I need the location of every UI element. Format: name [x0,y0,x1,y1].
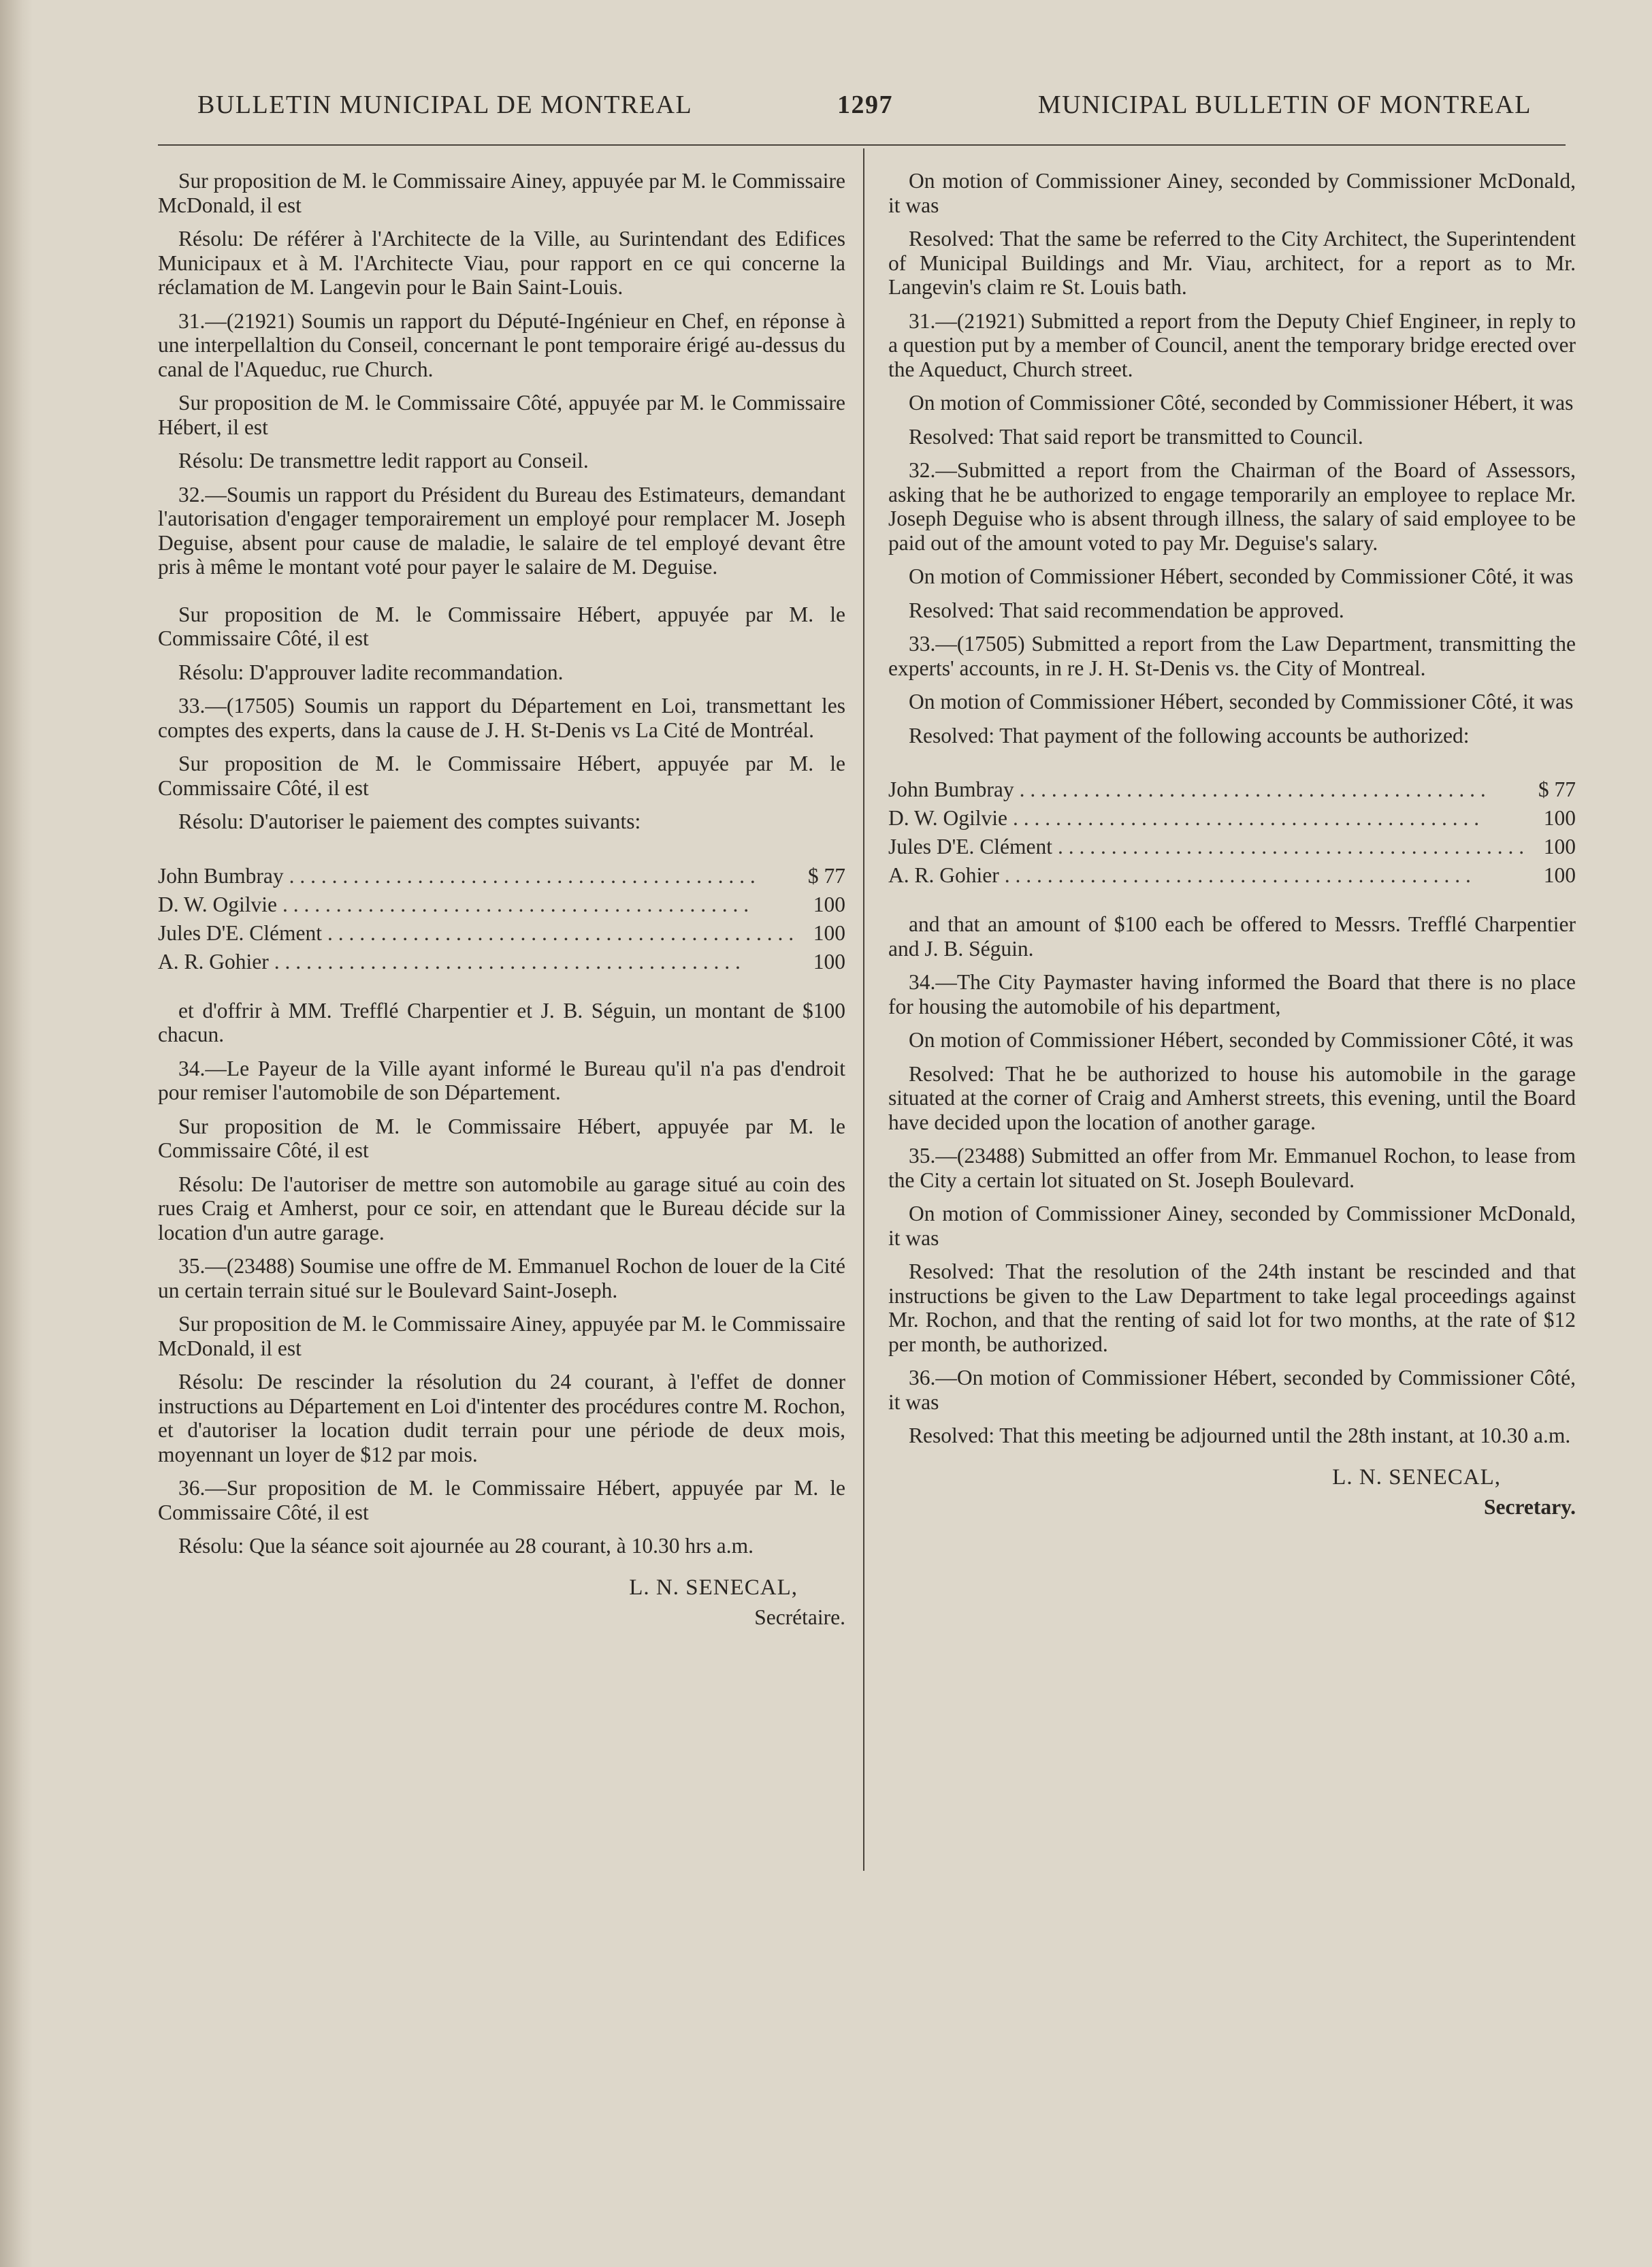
signature-title: Secretary. [1484,1495,1576,1519]
fr-paragraph: Résolu: D'approuver ladite recommandation. [178,660,564,684]
page-binding-edge [0,0,33,2267]
en-paragraph: Resolved: That the same be referred to the City Architect, the Superintendent of Municipal Buildings and Mr. Viau, architect, for a report as to Mr. Langevin's claim re St. Louis bath. [888,227,1576,299]
header-english-title: MUNICIPAL BULLETIN OF MONTREAL [1037,91,1532,119]
account-row: D. W. Ogilvie . . . . . . . . . . . . . . . . . . . . . . . . . . . . . . . . . . . . . . . . . . . . 100 [888,806,1576,830]
account-name: A. R. Gohier [888,863,999,887]
account-name: A. R. Gohier [158,949,269,974]
en-paragraph: 31.—(21921) Submitted a report from the Deputy Chief Engineer, in reply to a question put by a member of Council, anent the temporary bridge erected over the Aqueduct, Church street. [888,308,1576,381]
account-name: D. W. Ogilvie [158,892,278,916]
signature-name: L. N. SENECAL, [629,1575,798,1600]
fr-paragraph: 31.—(21921) Soumis un rapport du Député-Ingénieur en Chef, en réponse à une interpellaltion du Conseil, concernant le pont temporaire érigé au-dessus du canal de l'Aqueduc, rue Church. [158,308,845,381]
account-amount: $ 77 [807,863,845,888]
fr-paragraph: 32.—Soumis un rapport du Président du Bureau des Estimateurs, demandant l'autorisation d'engager temporairement un employé pour remplacer M. Joseph Deguise, absent pour cause de maladie, le salaire de tel employé devant être pris à même le montant voté pour payer le salaire de M. Deguise. [158,482,845,579]
account-name: Jules D'E. Clément [158,920,323,945]
english-column [888,169,1576,1520]
fr-paragraph: 35.—(23488) Soumise une offre de M. Emmanuel Rochon de louer de la Cité un certain terrain situé sur le Boulevard Saint-Joseph. [158,1254,845,1302]
fr-paragraph: Sur proposition de M. le Commissaire Ainey, appuyée par M. le Commissaire McDonald, il est [158,1312,845,1360]
en-signature [888,1466,1576,1520]
column-divider [863,148,864,1871]
en-paragraph: On motion of Commissioner Hébert, seconded by Commissioner Côté, it was [909,1028,1574,1052]
account-amount: 100 [1543,863,1576,887]
fr-paragraph: 33.—(17505) Soumis un rapport du Département en Loi, transmettant les comptes des experts, dans la cause de J. H. St-Denis vs La Cité de Montréal. [158,694,845,742]
header-french-title: BULLETIN MUNICIPAL DE MONTREAL [197,91,693,119]
fr-paragraph: Sur proposition de M. le Commissaire Ainey, appuyée par M. le Commissaire McDonald, il est [158,169,845,217]
page-number: 1297 [837,91,893,119]
en-paragraph: On motion of Commissioner Hébert, seconded by Commissioner Côté, it was [909,564,1574,588]
fr-paragraph: Résolu: Que la séance soit ajournée au 28 courant, à 10.30 hrs a.m. [178,1534,754,1558]
en-paragraph: Resolved: That the resolution of the 24th instant be rescinded and that instructions be given to the Law Department to take legal proceedings against Mr. Rochon, and that the renting of said lot for two months, at the rate of $12 per month, be authorized. [888,1259,1576,1356]
fr-paragraph: Résolu: De transmettre ledit rapport au Conseil. [178,449,589,472]
account-name: D. W. Ogilvie [888,806,1008,830]
en-paragraph: 33.—(17505) Submitted a report from the Law Department, transmitting the experts' accounts, in re J. H. St-Denis vs. the City of Montreal. [888,632,1576,680]
en-paragraph: Resolved: That said report be transmitted to Council. [909,424,1363,449]
fr-paragraph: et d'offrir à MM. Trefflé Charpentier et J. B. Séguin, un montant de $100 chacun. [158,998,845,1046]
account-row: A. R. Gohier . . . . . . . . . . . . . . . . . . . . . . . . . . . . . . . . . . . . . . . . . . . . 100 [158,949,845,974]
french-column [158,169,845,1630]
fr-paragraph: Résolu: De référer à l'Architecte de la Ville, au Surintendant des Edifices Municipaux et à M. l'Architecte Viau, pour rapport en ce qui concerne la réclamation de M. Langevin pour le Bain Saint-Louis. [158,227,845,299]
header-rule [158,144,1566,146]
en-paragraph: On motion of Commissioner Hébert, seconded by Commissioner Côté, it was [909,690,1574,713]
account-amount: 100 [813,892,845,916]
fr-paragraph: Sur proposition de M. le Commissaire Hébert, appuyée par M. le Commissaire Côté, il est [158,1114,845,1162]
account-row: A. R. Gohier . . . . . . . . . . . . . . . . . . . . . . . . . . . . . . . . . . . . . . . . . . . . 100 [888,863,1576,887]
account-name: John Bumbray [158,863,284,888]
account-amount: 100 [813,920,845,945]
en-paragraph: and that an amount of $100 each be offered to Messrs. Trefflé Charpentier and J. B. Séguin. [888,912,1576,961]
en-accounts-list [888,777,1576,892]
fr-accounts-list [158,864,845,978]
fr-paragraph: Sur proposition de M. le Commissaire Hébert, appuyée par M. le Commissaire Côté, il est [158,602,845,650]
fr-paragraph: Résolu: De l'autoriser de mettre son automobile au garage situé au coin des rues Craig et Amherst, pour ce soir, en attendant que le Bureau décide sur la location d'un autre garage. [158,1172,845,1244]
signature-title: Secrétaire. [754,1605,845,1629]
account-row: John Bumbray . . . . . . . . . . . . . . . . . . . . . . . . . . . . . . . . . . . . . . . . . . . . $ 77 [888,777,1576,801]
en-paragraph: 36.—On motion of Commissioner Hébert, seconded by Commissioner Côté, it was [888,1366,1576,1414]
account-row: John Bumbray . . . . . . . . . . . . . . . . . . . . . . . . . . . . . . . . . . . . . . . . . . . . $ 77 [158,863,845,888]
en-paragraph: 35.—(23488) Submitted an offer from Mr. Emmanuel Rochon, to lease from the City a certain lot situated on St. Joseph Boulevard. [888,1144,1576,1192]
en-paragraph: On motion of Commissioner Ainey, seconded by Commissioner McDonald, it was [888,169,1576,217]
en-paragraph: Resolved: That payment of the following accounts be authorized: [909,723,1470,747]
fr-paragraph: 34.—Le Payeur de la Ville ayant informé le Bureau qu'il n'a pas d'endroit pour remiser l'automobile de son Département. [158,1056,845,1104]
account-amount: 100 [1543,835,1576,858]
en-paragraph: Resolved: That said recommendation be approved. [909,598,1344,622]
fr-signature [158,1576,845,1630]
fr-paragraph: 36.—Sur proposition de M. le Commissaire Hébert, appuyée par M. le Commissaire Côté, il est [158,1476,845,1524]
account-amount: 100 [813,949,845,974]
en-paragraph: 34.—The City Paymaster having informed the Board that there is no place for housing the automobile of his department, [888,970,1576,1018]
en-paragraph: Resolved: That this meeting be adjourned until the 28th instant, at 10.30 a.m. [909,1424,1571,1447]
fr-paragraph: Sur proposition de M. le Commissaire Hébert, appuyée par M. le Commissaire Côté, il est [158,752,845,800]
account-amount: $ 77 [1538,777,1576,801]
en-paragraph: 32.—Submitted a report from the Chairman of the Board of Assessors, asking that he be authorized to engage temporarily an employee to replace Mr. Joseph Deguise who is absent through illness, the salary of said employee to be paid out of the amount voted to pay Mr. Deguise's salary. [888,458,1576,555]
account-row: D. W. Ogilvie . . . . . . . . . . . . . . . . . . . . . . . . . . . . . . . . . . . . . . . . . . . . 100 [158,892,845,916]
page-header [197,90,1532,124]
account-name: Jules D'E. Clément [888,835,1053,858]
en-paragraph: On motion of Commissioner Ainey, seconded by Commissioner McDonald, it was [888,1202,1576,1250]
account-row: Jules D'E. Clément . . . . . . . . . . . . . . . . . . . . . . . . . . . . . . . . . . . . . . . . . . . . 100 [888,835,1576,858]
fr-paragraph: Sur proposition de M. le Commissaire Côté, appuyée par M. le Commissaire Hébert, il est [158,391,845,439]
en-paragraph: On motion of Commissioner Côté, seconded by Commissioner Hébert, it was [909,391,1574,415]
en-paragraph: Resolved: That he be authorized to house his automobile in the garage situated at the corner of Craig and Amherst streets, this evening, until the Board have decided upon the location of another garage. [888,1061,1576,1134]
fr-paragraph: Résolu: De rescinder la résolution du 24 courant, à l'effet de donner instructions au Département en Loi d'intenter des procédures contre M. Rochon, et d'autoriser la location dudit terrain pour une période de deux mois, moyennant un loyer de $12 par mois. [158,1370,845,1466]
account-amount: 100 [1543,806,1576,830]
account-row: Jules D'E. Clément . . . . . . . . . . . . . . . . . . . . . . . . . . . . . . . . . . . . . . . . . . . . 100 [158,920,845,945]
account-name: John Bumbray [888,777,1014,801]
fr-paragraph: Résolu: D'autoriser le paiement des comptes suivants: [178,809,641,833]
signature-name: L. N. SENECAL, [1332,1464,1501,1490]
